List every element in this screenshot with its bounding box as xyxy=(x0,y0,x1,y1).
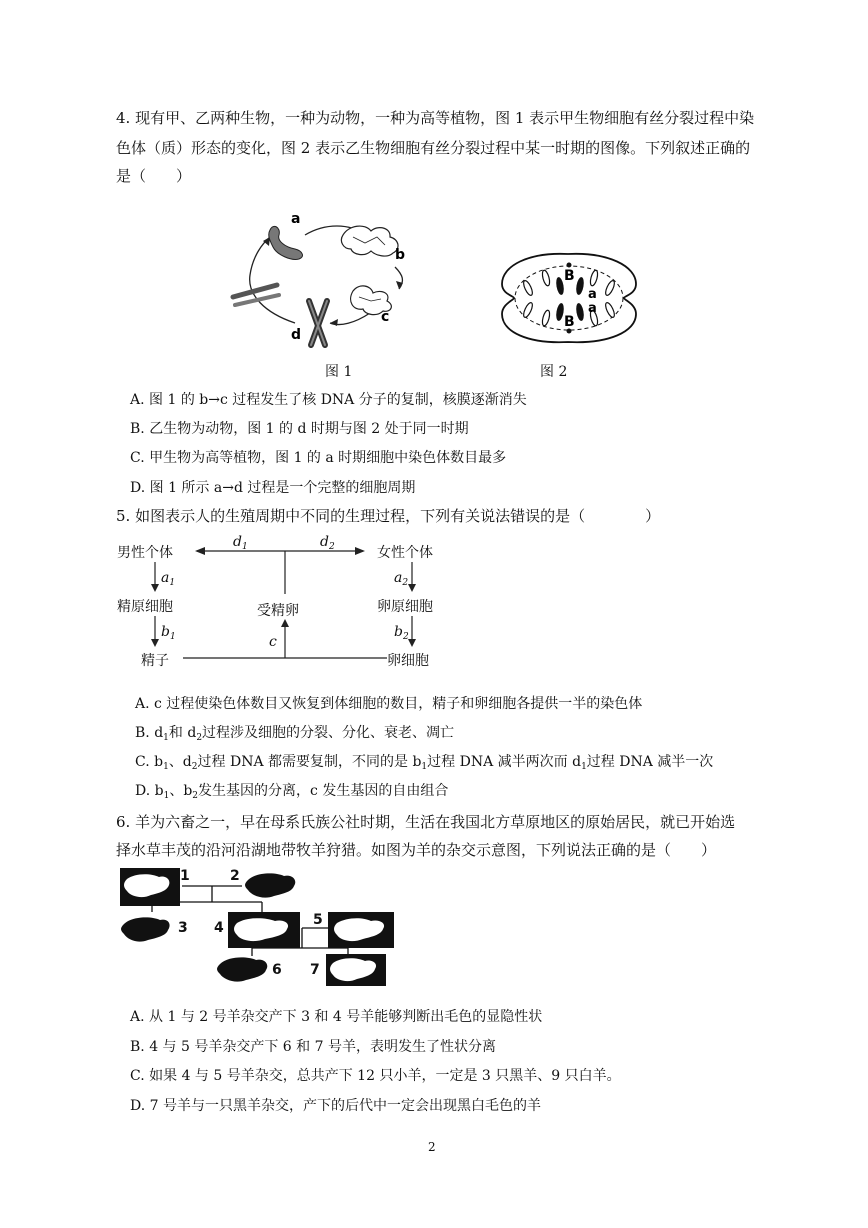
q6-pedigree xyxy=(118,868,398,988)
fig1-label-c: c xyxy=(381,309,390,325)
q6-option-d[interactable]: D. 7 号羊与一只黑羊杂交，产下的后代中一定会出现黑白毛色的羊 xyxy=(130,1098,541,1114)
q5-label-female: 女性个体 xyxy=(377,545,433,561)
q6-option-a[interactable]: A. 从 1 与 2 号羊杂交产下 3 和 4 号羊能够判断出毛色的显隐性状 xyxy=(130,1009,543,1025)
q5-label-c: c xyxy=(269,634,277,650)
sheep-7-number: 7 xyxy=(310,962,320,978)
fig2-label-a-1: a xyxy=(588,287,597,302)
q5-label-a1: $a_1$ xyxy=(161,570,176,588)
q4-stem-line3: 是（ ） xyxy=(116,167,192,185)
q5-label-egg: 卵细胞 xyxy=(387,653,429,669)
q5-option-c[interactable]: C. $b_1$、$d_2$过程 DNA 都需要复制，不同的是 $b_1$过程 DNA 减半两次而 $d_1$过程 DNA 减半一次 xyxy=(135,754,714,772)
q4-fig2-caption: 图 2 xyxy=(540,364,568,380)
q4-fig1-caption: 图 1 xyxy=(325,364,353,380)
q5-label-male: 男性个体 xyxy=(117,545,173,561)
q5-label-b2: $b_2$ xyxy=(394,624,409,642)
q4-stem-line2: 色体（质）形态的变化，图 2 表示乙生物细胞有丝分裂过程中某一时期的图像。下列叙述正确的 xyxy=(116,139,751,157)
q5-label-a2: $a_2$ xyxy=(394,570,409,588)
q6-option-b[interactable]: B. 4 与 5 号羊杂交产下 6 和 7 号羊，表明发生了性状分离 xyxy=(130,1039,496,1055)
fig2-label-a-2: a xyxy=(588,301,597,316)
sheep-5-number: 5 xyxy=(313,912,323,928)
fig1-chromosome-d xyxy=(309,301,327,345)
sheep-2 xyxy=(244,868,300,904)
q5-arrow-d2-head xyxy=(355,547,365,555)
q5-option-d[interactable]: D. $b_1$、$b_2$发生基因的分离，c 发生基因的自由组合 xyxy=(135,783,449,801)
sheep-6 xyxy=(216,954,272,986)
q4-stem-line1: 4. 现有甲、乙两种生物，一种为动物，一种为高等植物，图 1 表示甲生物细胞有丝分裂过程中染 xyxy=(116,109,755,127)
q5-label-d1: $d_1$ xyxy=(233,534,248,552)
q6-option-c[interactable]: C. 如果 4 与 5 号羊杂交，总共产下 12 只小羊，一定是 3 只黑羊、9 只白羊。 xyxy=(130,1068,621,1084)
q5-label-d2: $d_2$ xyxy=(320,534,335,552)
q5-label-sperm: 精子 xyxy=(141,653,169,669)
sheep-3 xyxy=(120,912,174,948)
fig1-label-b: b xyxy=(395,247,406,263)
q4-option-d[interactable]: D. 图 1 所示 a→d 过程是一个完整的细胞周期 xyxy=(130,480,416,496)
q4-figure2 xyxy=(498,248,640,348)
sheep-7 xyxy=(326,954,386,986)
q5-option-b[interactable]: B. $d_1$和 $d_2$过程涉及细胞的分裂、分化、衰老、凋亡 xyxy=(135,725,455,743)
q5-diagram xyxy=(115,534,455,674)
fig1-chromosome-a xyxy=(269,226,303,259)
sheep-3-number: 3 xyxy=(178,920,188,936)
fig1-label-a: a xyxy=(291,211,301,227)
q5-option-a[interactable]: A. c 过程使染色体数目又恢复到体细胞的数目，精子和卵细胞各提供一半的染色体 xyxy=(135,696,643,712)
sheep-4-number: 4 xyxy=(214,920,224,936)
sheep-2-number: 2 xyxy=(230,868,240,884)
q6-stem-line1: 6. 羊为六畜之一，早在母系氏族公社时期，生活在我国北方草原地区的原始居民，就已开始选 xyxy=(116,813,736,831)
fig1-chromosome-left xyxy=(233,285,279,305)
fig2-label-B-bottom: B xyxy=(564,314,575,330)
sheep-5 xyxy=(328,912,394,948)
q4-option-c[interactable]: C. 甲生物为高等植物，图 1 的 a 时期细胞中染色体数目最多 xyxy=(130,450,507,466)
q5-label-zygote: 受精卵 xyxy=(257,603,299,619)
fig2-label-B-top: B xyxy=(564,268,575,284)
sheep-1 xyxy=(120,868,180,906)
q5-label-spermatogonium: 精原细胞 xyxy=(117,599,173,615)
q5-label-oogonium: 卵原细胞 xyxy=(377,599,433,615)
sheep-4 xyxy=(228,912,300,948)
q5-stem: 5. 如图表示人的生殖周期中不同的生理过程，下列有关说法错误的是（ ） xyxy=(116,507,661,525)
sheep-1-number: 1 xyxy=(180,868,190,884)
q4-option-b[interactable]: B. 乙生物为动物，图 1 的 d 时期与图 2 处于同一时期 xyxy=(130,421,469,437)
q4-figure1 xyxy=(225,205,435,355)
sheep-6-number: 6 xyxy=(272,962,282,978)
q4-option-a[interactable]: A. 图 1 的 b→c 过程发生了核 DNA 分子的复制，核膜逐渐消失 xyxy=(130,392,527,408)
q5-arrow-d1-head xyxy=(195,547,205,555)
q5-label-b1: $b_1$ xyxy=(161,624,176,642)
page-number: 2 xyxy=(428,1140,436,1154)
fig1-label-d: d xyxy=(291,327,302,343)
q6-stem-line2: 择水草丰茂的沿河沿湖地带牧羊狩猎。如图为羊的杂交示意图，下列说法正确的是（ ） xyxy=(116,841,717,859)
